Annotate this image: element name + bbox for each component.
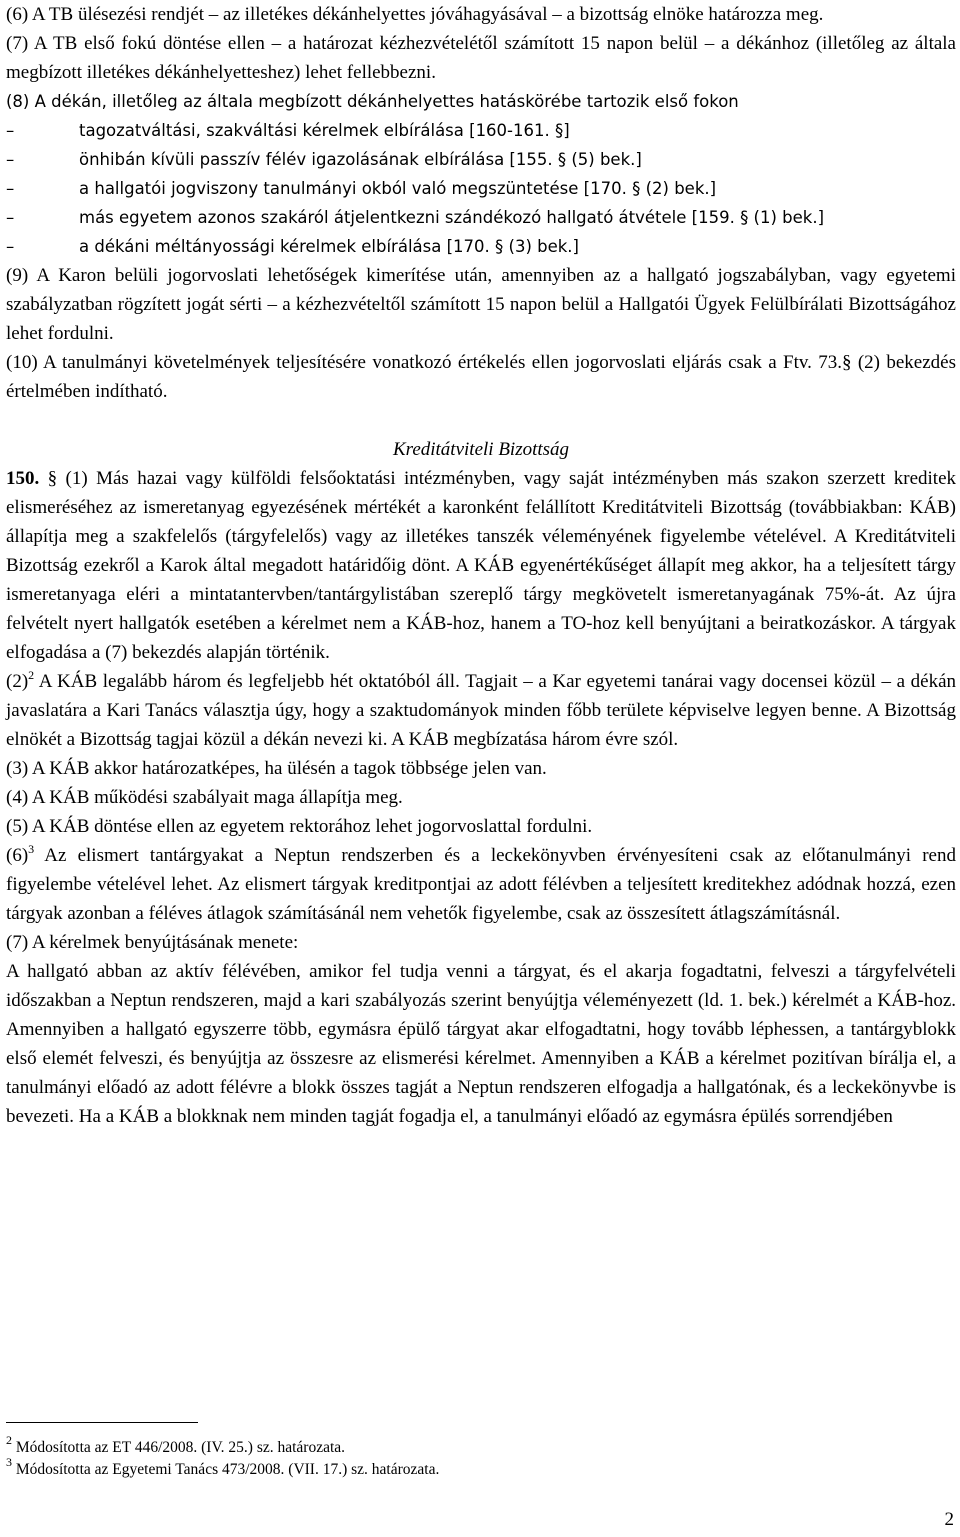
list-item (6, 116, 956, 145)
list-item-text: a hallgatói jogviszony tanulmányi okból való megszüntetése [170. § (2) bek.] (79, 179, 717, 198)
dash-bullet: – (6, 237, 15, 256)
paragraph-9: (9) A Karon belüli jogorvoslati lehetőségek kimerítése után, amennyiben az a hallgató jogszabályban, vagy egyetemi szabályzatban rögzített jogát sérti – a kézhezvételtől számított 15 napon belül a Hallgatói Ügyek Felülbírálati Bizottságához lehet fordulni. (6, 265, 956, 344)
section-150-paragraph-7-title: (7) A kérelmek benyújtásának menete: (6, 932, 299, 953)
footnotes (6, 1422, 956, 1481)
list-item (6, 145, 956, 174)
list-item (6, 232, 956, 261)
section-150-paragraph-4: (4) A KÁB működési szabályait maga állapítja meg. (6, 787, 403, 808)
footnote-number: 2 (6, 1433, 12, 1447)
footnote-divider (6, 1422, 198, 1423)
list-item-text: a dékáni méltányossági kérelmek elbírálása [170. § (3) bek.] (79, 237, 579, 256)
footnote (6, 1433, 956, 1459)
section-150-paragraph-2 (6, 667, 956, 754)
section-heading: Kreditátviteli Bizottság (392, 439, 570, 460)
section-150-paragraph-7-body: A hallgató abban az aktív félévében, amikor fel tudja venni a tárgyat, és el akarja fogadtatni, felveszi a tárgyfelvételi időszakban a Neptun rendszeren, majd a kari szabályozás szerint benyújtja véleményezett (ld. 1. bek.) kérelmét a KÁB-hoz. Amennyiben a hallgató egyszerre több, egymásra épülő tárgyat akar elfogadtatni, hogy tovább léphessen, a tantárgyblokk első elemét felveszi, és benyújtja az összesre az elismerési kérelmet. Amennyiben a KÁB a kérelmet pozitívan bírálja el, a tanulmányi előadó az adott félévre a blokk összes tagját a Neptun rendszeren elfogadja a hallgatónak, és a leckekönyvbe is bevezeti. Ha a KÁB a blokknak nem minden tagját fogadja el, a tanulmányi előadó az egymásra épülés sorrendjében (6, 961, 956, 1127)
list-item (6, 203, 956, 232)
footnote-number: 3 (6, 1455, 12, 1469)
paragraph-8-intro: (8) A dékán, illetőleg az általa megbízott dékánhelyettes hatáskörébe tartozik első fokon (6, 92, 739, 111)
section-number: 150. (6, 468, 40, 489)
section-150-1-text: § (1) Más hazai vagy külföldi felsőoktatási intézményben, vagy saját intézményben más szakon szerzett kreditek elismeréséhez az ismeretanyag egyezésének mértékét a karonként felállított Kreditátviteli Bizottság (továbbiakban: KÁB) állapítja meg a szakfelelős (tárgyfelelős) vagy az illetékes tanszék véleményének figyelembe vételével. A Kreditátviteli Bizottság ezekről a Karok által megadott határidőig dönt. A KÁB egyenértékűséget állapít meg akkor, ha a teljesített tárgy ismeretanyaga eléri a mintatantervben/tantárgylistában szereplő tárgy megkövetelt ismeretanyagának 75%-át. Az újra felvételt nyert hallgatók esetében a kérelmet nem a KÁB-hoz, hanem a TO-hoz kell benyújtani a beiratkozáskor. A tárgyak elfogadása a (7) bekezdés alapján történik. (6, 468, 957, 663)
footnote-ref[interactable]: 3 (28, 842, 35, 856)
dash-bullet: – (6, 150, 15, 169)
footnote-ref[interactable]: 2 (28, 668, 35, 682)
paragraph-label: (6) (6, 845, 29, 866)
list-item-text: tagozatváltási, szakváltási kérelmek elbírálása [160-161. §] (79, 121, 570, 140)
paragraph-text: Az elismert tantárgyakat a Neptun rendszerben és a leckekönyvben érvényesíteni csak az előtanulmányi rend figyelembe vételével lehet. Az elismert tárgyak kreditpontjai az adott félévben a teljesített kreditekhez adódnak hozzá, ezen tárgyak azonban a féléves átlagok számításánál nem vehetők figyelembe, csak az összesített átlagszámításnál. (6, 845, 956, 924)
footnote (6, 1455, 956, 1481)
document-page (6, 0, 956, 1131)
section-150-paragraph-6 (6, 841, 956, 928)
footnote-text: Módosította az Egyetemi Tanács 473/2008. (VII. 17.) sz. határozata. (12, 1461, 440, 1478)
section-150-paragraph-1 (6, 464, 956, 667)
paragraph-6: (6) A TB ülésezési rendjét – az illetékes dékánhelyettes jóváhagyásával – a bizottság elnöke határozza meg. (6, 4, 824, 25)
list-item (6, 174, 956, 203)
paragraph-label: (2) (6, 671, 29, 692)
footnote-text: Módosította az ET 446/2008. (IV. 25.) sz. határozata. (12, 1439, 346, 1456)
list-item-text: más egyetem azonos szakáról átjelentkezni szándékozó hallgató átvétele [159. § (1) bek.] (79, 208, 825, 227)
dash-bullet: – (6, 208, 15, 227)
dash-bullet: – (6, 121, 15, 140)
page-number: 2 (944, 1509, 954, 1530)
paragraph-8-list (6, 116, 956, 261)
section-150-paragraph-5: (5) A KÁB döntése ellen az egyetem rektorához lehet jogorvoslattal fordulni. (6, 816, 593, 837)
list-item-text: önhibán kívüli passzív félév igazolásának elbírálása [155. § (5) bek.] (79, 150, 642, 169)
paragraph-7: (7) A TB első fokú döntése ellen – a határozat kézhezvételétől számított 15 napon belül – a dékánhoz (illetőleg az általa megbízott illetékes dékánhelyetteshez) lehet fellebbezni. (6, 33, 956, 83)
paragraph-10: (10) A tanulmányi követelmények teljesítésére vonatkozó értékelés ellen jogorvoslati eljárás csak a Ftv. 73.§ (2) bekezdés értelmében indítható. (6, 352, 956, 402)
section-150-paragraph-3: (3) A KÁB akkor határozatképes, ha ülésén a tagok többsége jelen van. (6, 758, 547, 779)
paragraph-text: A KÁB legalább három és legfeljebb hét oktatóból áll. Tagjait – a Kar egyetemi tanárai vagy docensei közül – a dékán javaslatára a Kari Tanács választja úgy, hogy a szaktudományok minden főbb területe képviselve legyen benne. A Bizottság elnökét a Bizottság tagjai közül a dékán nevezi ki. A KÁB megbízatása három évre szól. (6, 671, 956, 750)
dash-bullet: – (6, 179, 15, 198)
